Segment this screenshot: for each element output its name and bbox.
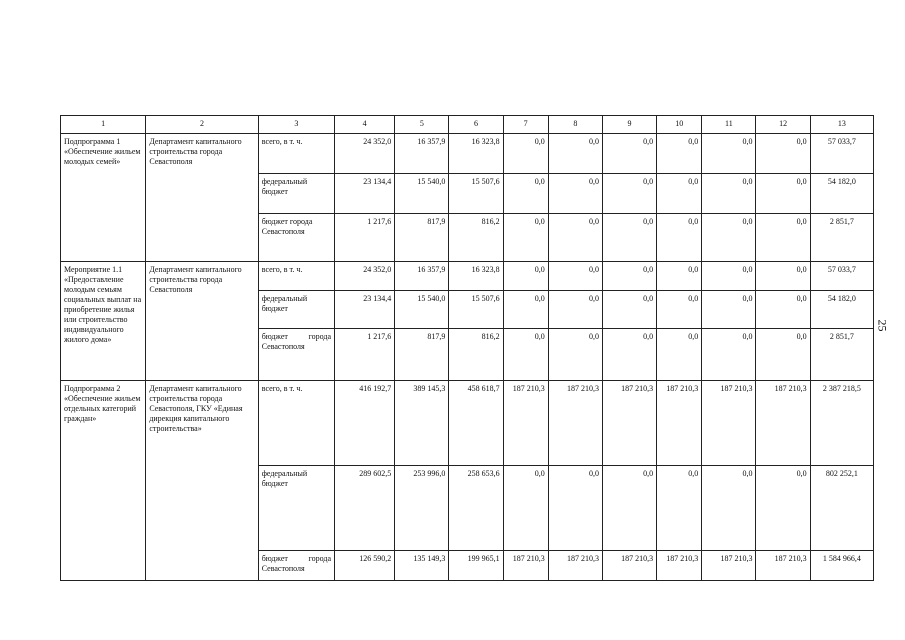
value-cell: 23 134,4 <box>335 174 395 214</box>
value-cell: 135 149,3 <box>395 551 449 581</box>
header-cell: 12 <box>756 116 810 134</box>
value-cell: 187 210,3 <box>548 381 602 466</box>
funding-source-cell: всего, в т. ч. <box>258 262 334 291</box>
value-cell: 15 507,6 <box>449 291 503 329</box>
page-number: 25 <box>875 319 890 332</box>
executor-cell: Департамент капитального строительства города Севастополя <box>146 134 258 262</box>
total-cell: 57 033,7 <box>810 134 873 174</box>
value-cell: 0,0 <box>548 291 602 329</box>
value-cell: 0,0 <box>702 329 756 381</box>
value-cell: 0,0 <box>503 291 548 329</box>
value-cell: 16 357,9 <box>395 134 449 174</box>
value-cell: 0,0 <box>756 262 810 291</box>
total-cell: 2 851,7 <box>810 214 873 262</box>
value-cell: 187 210,3 <box>702 551 756 581</box>
value-cell: 187 210,3 <box>756 381 810 466</box>
value-cell: 0,0 <box>602 466 656 551</box>
value-cell: 0,0 <box>702 134 756 174</box>
total-cell: 2 387 218,5 <box>810 381 873 466</box>
value-cell: 289 602,5 <box>335 466 395 551</box>
value-cell: 0,0 <box>657 329 702 381</box>
value-cell: 0,0 <box>657 262 702 291</box>
value-cell: 187 210,3 <box>756 551 810 581</box>
value-cell: 0,0 <box>756 134 810 174</box>
value-cell: 15 540,0 <box>395 174 449 214</box>
table-row <box>61 381 874 466</box>
value-cell: 816,2 <box>449 329 503 381</box>
value-cell: 0,0 <box>548 466 602 551</box>
total-cell: 54 182,0 <box>810 291 873 329</box>
value-cell: 817,9 <box>395 329 449 381</box>
executor-cell: Департамент капитального строительства города Севастополя, ГКУ «Единая дирекция капитального строительства» <box>146 381 258 581</box>
funding-source-cell: бюджет города Севастополя <box>258 329 334 381</box>
value-cell: 253 996,0 <box>395 466 449 551</box>
value-cell: 258 653,6 <box>449 466 503 551</box>
value-cell: 187 210,3 <box>657 381 702 466</box>
value-cell: 817,9 <box>395 214 449 262</box>
value-cell: 0,0 <box>702 466 756 551</box>
value-cell: 0,0 <box>657 214 702 262</box>
total-cell: 57 033,7 <box>810 262 873 291</box>
value-cell: 0,0 <box>548 174 602 214</box>
funding-source-cell: бюджет города Севастополя <box>258 214 334 262</box>
value-cell: 187 210,3 <box>602 551 656 581</box>
total-cell: 54 182,0 <box>810 174 873 214</box>
header-cell: 3 <box>258 116 334 134</box>
value-cell: 0,0 <box>602 174 656 214</box>
value-cell: 0,0 <box>756 329 810 381</box>
value-cell: 23 134,4 <box>335 291 395 329</box>
header-cell: 6 <box>449 116 503 134</box>
header-cell: 4 <box>335 116 395 134</box>
value-cell: 816,2 <box>449 214 503 262</box>
table-row <box>61 134 874 174</box>
value-cell: 0,0 <box>503 466 548 551</box>
value-cell: 0,0 <box>756 466 810 551</box>
header-cell: 1 <box>61 116 146 134</box>
header-cell: 2 <box>146 116 258 134</box>
value-cell: 187 210,3 <box>657 551 702 581</box>
header-cell: 11 <box>702 116 756 134</box>
value-cell: 0,0 <box>602 214 656 262</box>
funding-source-cell: федеральный бюджет <box>258 466 334 551</box>
total-cell: 2 851,7 <box>810 329 873 381</box>
value-cell: 0,0 <box>657 466 702 551</box>
value-cell: 199 965,1 <box>449 551 503 581</box>
funding-source-cell: бюджет города Севастополя <box>258 551 334 581</box>
value-cell: 24 352,0 <box>335 262 395 291</box>
funding-source-cell: всего, в т. ч. <box>258 134 334 174</box>
value-cell: 0,0 <box>548 329 602 381</box>
value-cell: 0,0 <box>702 214 756 262</box>
value-cell: 0,0 <box>756 214 810 262</box>
value-cell: 0,0 <box>657 134 702 174</box>
value-cell: 0,0 <box>602 134 656 174</box>
value-cell: 0,0 <box>503 214 548 262</box>
value-cell: 0,0 <box>503 134 548 174</box>
value-cell: 0,0 <box>503 329 548 381</box>
value-cell: 0,0 <box>702 174 756 214</box>
value-cell: 0,0 <box>657 174 702 214</box>
value-cell: 187 210,3 <box>503 551 548 581</box>
header-cell: 8 <box>548 116 602 134</box>
value-cell: 16 323,8 <box>449 134 503 174</box>
total-cell: 802 252,1 <box>810 466 873 551</box>
value-cell: 0,0 <box>503 174 548 214</box>
program-name-cell: Подпрограмма 2 «Обеспечение жильем отдельных категорий граждан» <box>61 381 146 581</box>
program-name-cell: Мероприятие 1.1 «Предоставление молодым семьям социальных выплат на приобретение жилья или строительство индивидуального жилого дома» <box>61 262 146 381</box>
value-cell: 416 192,7 <box>335 381 395 466</box>
value-cell: 389 145,3 <box>395 381 449 466</box>
value-cell: 0,0 <box>702 291 756 329</box>
value-cell: 0,0 <box>548 262 602 291</box>
value-cell: 0,0 <box>702 262 756 291</box>
value-cell: 126 590,2 <box>335 551 395 581</box>
value-cell: 187 210,3 <box>702 381 756 466</box>
header-cell: 9 <box>602 116 656 134</box>
value-cell: 187 210,3 <box>503 381 548 466</box>
header-cell: 7 <box>503 116 548 134</box>
value-cell: 0,0 <box>503 262 548 291</box>
funding-source-cell: всего, в т. ч. <box>258 381 334 466</box>
value-cell: 1 217,6 <box>335 214 395 262</box>
value-cell: 15 540,0 <box>395 291 449 329</box>
funding-source-cell: федеральный бюджет <box>258 174 334 214</box>
value-cell: 0,0 <box>602 329 656 381</box>
executor-cell: Департамент капитального строительства города Севастополя <box>146 262 258 381</box>
value-cell: 0,0 <box>756 174 810 214</box>
value-cell: 0,0 <box>756 291 810 329</box>
total-cell: 1 584 966,4 <box>810 551 873 581</box>
value-cell: 1 217,6 <box>335 329 395 381</box>
funding-source-cell: федеральный бюджет <box>258 291 334 329</box>
program-name-cell: Подпрограмма 1 «Обеспечение жильем молодых семей» <box>61 134 146 262</box>
budget-table <box>60 115 874 581</box>
value-cell: 0,0 <box>602 262 656 291</box>
value-cell: 187 210,3 <box>602 381 656 466</box>
value-cell: 187 210,3 <box>548 551 602 581</box>
value-cell: 0,0 <box>657 291 702 329</box>
value-cell: 0,0 <box>548 214 602 262</box>
value-cell: 24 352,0 <box>335 134 395 174</box>
header-cell: 10 <box>657 116 702 134</box>
value-cell: 15 507,6 <box>449 174 503 214</box>
header-cell: 5 <box>395 116 449 134</box>
value-cell: 0,0 <box>602 291 656 329</box>
header-row <box>61 116 874 134</box>
value-cell: 16 323,8 <box>449 262 503 291</box>
value-cell: 16 357,9 <box>395 262 449 291</box>
table-row <box>61 262 874 291</box>
value-cell: 458 618,7 <box>449 381 503 466</box>
header-cell: 13 <box>810 116 873 134</box>
value-cell: 0,0 <box>548 134 602 174</box>
